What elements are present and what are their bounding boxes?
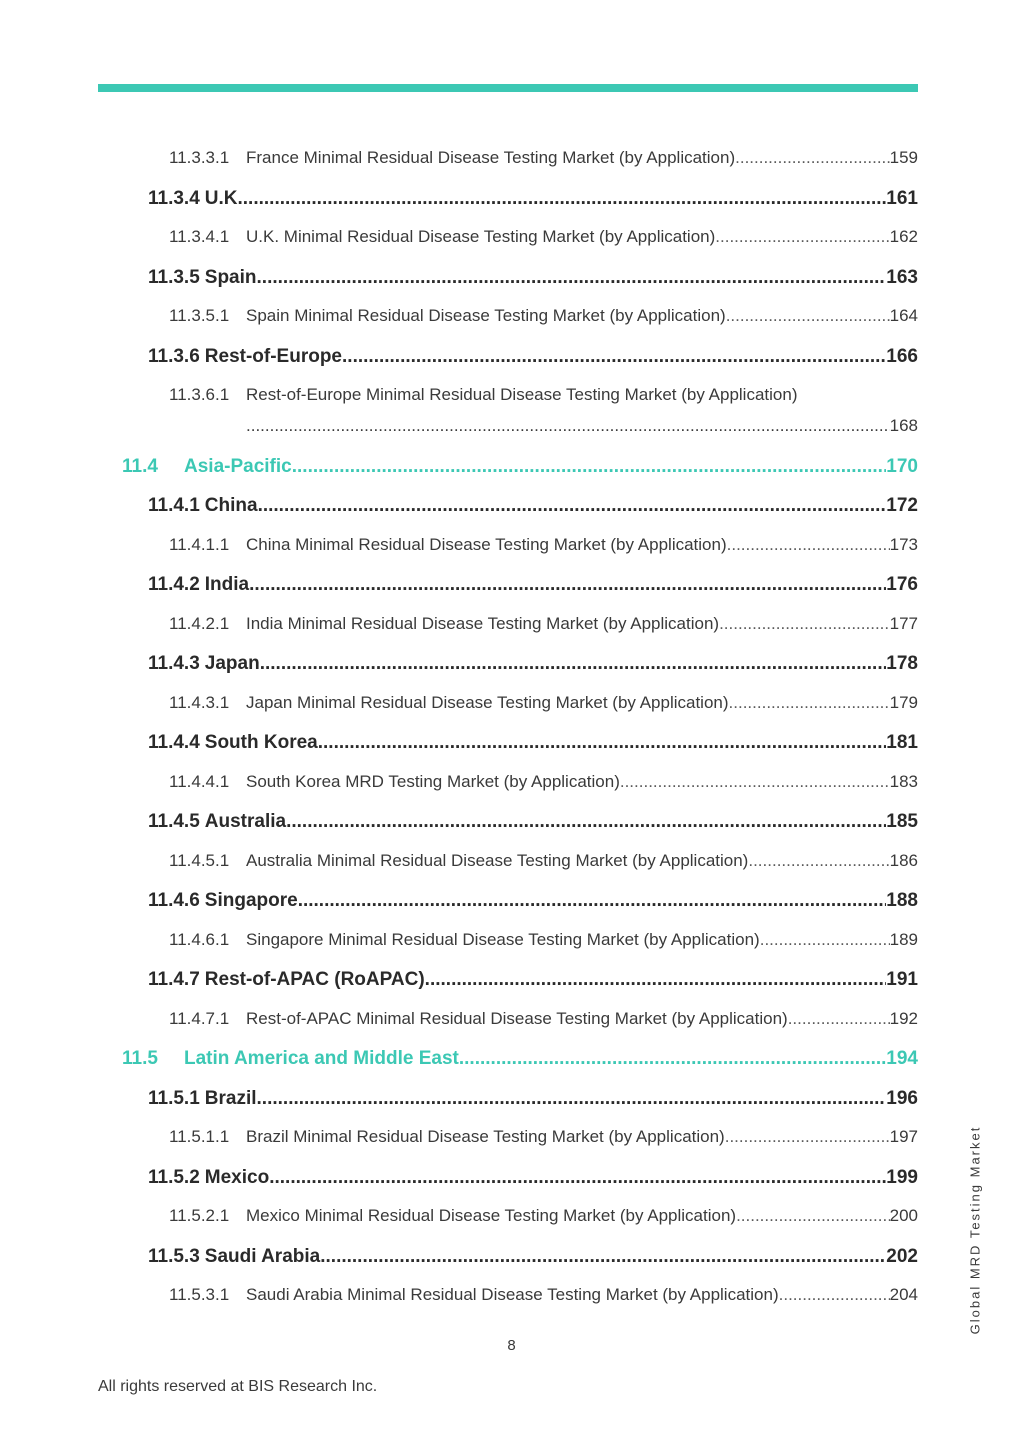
toc-entry-number: 11.5.2.1 bbox=[169, 1206, 230, 1225]
toc-dot-leader bbox=[788, 1009, 890, 1029]
toc-entry-title: South Korea MRD Testing Market (by Application) bbox=[246, 771, 620, 791]
toc-entry-number: 11.5.1.1 bbox=[169, 1127, 230, 1146]
toc-entry-page: 166 bbox=[886, 345, 918, 367]
toc-entry-title: China bbox=[204, 495, 258, 516]
toc-dot-leader bbox=[715, 227, 889, 247]
toc-subsection[interactable] bbox=[148, 495, 918, 517]
toc-entry-page: 196 bbox=[886, 1087, 918, 1109]
toc-entry-number: 11.5.2 bbox=[148, 1166, 200, 1188]
toc-entry[interactable] bbox=[169, 693, 918, 713]
toc-subsection[interactable] bbox=[148, 811, 918, 833]
toc-entry-number: 11.4.3 bbox=[148, 653, 200, 674]
toc-subsection[interactable] bbox=[148, 1088, 918, 1110]
toc-entry-number: 11.4.7 bbox=[148, 969, 200, 990]
toc-entry-page: 197 bbox=[889, 1127, 918, 1146]
toc-subsection[interactable] bbox=[148, 890, 918, 912]
toc-entry[interactable] bbox=[169, 1009, 918, 1029]
toc-entry-number: 11.3.4.1 bbox=[169, 227, 230, 246]
toc-section[interactable] bbox=[122, 456, 918, 478]
toc-dot-leader bbox=[736, 1206, 890, 1226]
toc-entry-title: U.K. Minimal Residual Disease Testing Market (by Application) bbox=[246, 227, 716, 246]
toc-entry-page: 194 bbox=[886, 1048, 918, 1069]
toc-entry-title: Japan bbox=[204, 653, 260, 674]
toc-dot-leader bbox=[249, 574, 886, 596]
toc-entry-title: Rest-of-APAC Minimal Residual Disease Testing Market (by Application) bbox=[246, 1008, 788, 1028]
toc-dot-leader bbox=[318, 732, 887, 754]
toc-entry-number: 11.5.3.1 bbox=[169, 1285, 230, 1304]
toc-subsection[interactable] bbox=[148, 1246, 918, 1268]
toc-entry-title: Rest-of-Europe Minimal Residual Disease Testing Market (by Application) bbox=[246, 385, 798, 404]
toc-entry-title: Japan Minimal Residual Disease Testing Market (by Application) bbox=[246, 692, 729, 712]
header-accent-rule bbox=[98, 84, 918, 92]
toc-entry[interactable] bbox=[169, 851, 918, 871]
toc-dot-leader bbox=[729, 693, 890, 713]
toc-entry-number: 11.4.7.1 bbox=[169, 1008, 230, 1028]
toc-dot-leader bbox=[243, 188, 887, 210]
toc-entry-page: 177 bbox=[889, 613, 918, 633]
toc-dot-leader bbox=[320, 1246, 886, 1268]
toc-entry[interactable] bbox=[169, 385, 918, 405]
toc-entry[interactable] bbox=[169, 1206, 918, 1226]
side-running-title: Global MRD Testing Market bbox=[967, 1125, 983, 1335]
toc-entry-page: 162 bbox=[889, 227, 918, 246]
toc-entry-page: 185 bbox=[886, 811, 918, 832]
toc-dot-leader bbox=[760, 930, 890, 950]
toc-entry-title: Singapore bbox=[204, 890, 298, 911]
toc-entry[interactable] bbox=[169, 306, 918, 326]
toc-entry-title: South Korea bbox=[204, 732, 318, 753]
toc-entry-title: Australia Minimal Residual Disease Testing Market (by Application) bbox=[246, 850, 749, 870]
toc-entry-title: Saudi Arabia bbox=[204, 1245, 321, 1267]
toc-entry-title: Australia bbox=[204, 811, 287, 832]
toc-entry-page: 168 bbox=[889, 416, 918, 435]
toc-entry-title: Brazil Minimal Residual Disease Testing Market (by Application) bbox=[246, 1127, 725, 1146]
toc-entry-number: 11.4.1 bbox=[148, 495, 200, 516]
toc-entry-number: 11.4.1.1 bbox=[169, 534, 230, 554]
toc-entry-number: 11.4.5.1 bbox=[169, 850, 230, 870]
toc-dot-leader bbox=[425, 969, 887, 991]
toc-entry-page: 159 bbox=[889, 148, 918, 167]
toc-entry-page: 192 bbox=[889, 1008, 918, 1028]
toc-entry-number: 11.4.6.1 bbox=[169, 929, 230, 949]
toc-dot-leader bbox=[725, 1127, 890, 1147]
toc-entry-number: 11.3.5 bbox=[148, 266, 200, 288]
toc-entry-number: 11.3.4 bbox=[148, 187, 200, 209]
toc-dot-leader bbox=[258, 495, 887, 517]
toc-entry-title: Spain Minimal Residual Disease Testing Market (by Application) bbox=[246, 306, 726, 325]
toc-subsection[interactable] bbox=[148, 346, 918, 368]
toc-entry-page: 170 bbox=[886, 455, 918, 477]
toc-dot-leader bbox=[459, 1048, 886, 1070]
toc-entry-title: Mexico Minimal Residual Disease Testing Market (by Application) bbox=[246, 1206, 737, 1225]
toc-dot-leader bbox=[286, 811, 886, 833]
toc-dot-leader bbox=[246, 416, 890, 436]
toc-entry-page: 199 bbox=[886, 1166, 918, 1188]
toc-entry-number: 11.3.6 bbox=[148, 345, 200, 367]
toc-entry-title: Brazil bbox=[204, 1087, 257, 1109]
toc-entry-number: 11.4.3.1 bbox=[169, 692, 230, 712]
toc-entry-title: France Minimal Residual Disease Testing Market (by Application) bbox=[246, 148, 736, 167]
toc-entry[interactable] bbox=[169, 148, 918, 168]
toc-dot-leader bbox=[727, 535, 890, 555]
toc-dot-leader bbox=[298, 890, 887, 912]
toc-entry-title: India bbox=[204, 574, 250, 595]
toc-entry-title: Spain bbox=[204, 266, 257, 288]
toc-subsection[interactable] bbox=[148, 574, 918, 596]
toc-dot-leader bbox=[719, 614, 890, 634]
toc-entry[interactable] bbox=[169, 1127, 918, 1147]
toc-entry-number: 11.5.1 bbox=[148, 1087, 200, 1109]
toc-entry-page: 178 bbox=[886, 653, 918, 674]
toc-dot-leader bbox=[257, 1088, 887, 1110]
toc-entry-number: 11.3.5.1 bbox=[169, 306, 230, 325]
toc-entry-title: Saudi Arabia Minimal Residual Disease Testing Market (by Application) bbox=[246, 1285, 779, 1304]
toc-dot-leader bbox=[292, 456, 887, 478]
toc-entry-title: Latin America and Middle East bbox=[184, 1048, 459, 1069]
toc-entry-title: Mexico bbox=[204, 1166, 270, 1188]
toc-entry-page: 183 bbox=[889, 771, 918, 791]
toc-dot-leader bbox=[620, 772, 890, 792]
toc-entry[interactable] bbox=[169, 614, 918, 634]
toc-dot-leader bbox=[260, 653, 887, 675]
toc-subsection[interactable] bbox=[148, 732, 918, 754]
toc-entry-number: 11.4.2.1 bbox=[169, 613, 230, 633]
toc-entry-number: 11.5 bbox=[122, 1048, 158, 1069]
toc-subsection[interactable] bbox=[148, 188, 918, 210]
toc-entry-number: 11.3.6.1 bbox=[169, 385, 230, 404]
toc-dot-leader bbox=[735, 148, 890, 168]
toc-entry-number: 11.4.2 bbox=[148, 574, 200, 595]
toc-entry-page: 204 bbox=[889, 1285, 918, 1304]
toc-entry-page: 200 bbox=[889, 1206, 918, 1225]
toc-entry-number: 11.5.3 bbox=[148, 1245, 200, 1267]
toc-dot-leader bbox=[269, 1167, 886, 1189]
toc-dot-leader bbox=[342, 346, 886, 368]
toc-dot-leader bbox=[726, 306, 890, 326]
toc-subsection[interactable] bbox=[148, 267, 918, 289]
toc-entry-title: India Minimal Residual Disease Testing Market (by Application) bbox=[246, 613, 720, 633]
toc-entry[interactable] bbox=[169, 227, 918, 247]
toc-entry-page: 181 bbox=[886, 732, 918, 753]
toc-entry-page: 186 bbox=[889, 850, 918, 870]
toc-dot-leader bbox=[779, 1285, 890, 1305]
toc-subsection[interactable] bbox=[148, 1167, 918, 1189]
toc-section[interactable] bbox=[122, 1048, 918, 1070]
toc-entry-number: 11.4.5 bbox=[148, 811, 200, 832]
toc-entry-page: 172 bbox=[886, 495, 918, 516]
toc-entry[interactable] bbox=[169, 930, 918, 950]
toc-entry-title: Rest-of-Europe bbox=[204, 345, 343, 367]
toc-entry[interactable] bbox=[169, 535, 918, 555]
toc-entry-page: 191 bbox=[886, 969, 918, 990]
toc-entry-number: 11.4.4 bbox=[148, 732, 200, 753]
toc-entry-title: Rest-of-APAC (RoAPAC) bbox=[204, 969, 425, 990]
toc-entry-number: 11.3.3.1 bbox=[169, 148, 230, 167]
footer-copyright: All rights reserved at BIS Research Inc. bbox=[98, 1378, 378, 1395]
toc-entry-page: 189 bbox=[889, 929, 918, 949]
toc-dot-leader bbox=[257, 267, 887, 289]
toc-entry-title: Singapore Minimal Residual Disease Testing Market (by Application) bbox=[246, 929, 760, 949]
toc-dot-leader bbox=[748, 851, 889, 871]
toc-subsection[interactable] bbox=[148, 653, 918, 675]
toc-entry-title: China Minimal Residual Disease Testing Market (by Application) bbox=[246, 534, 727, 554]
toc-entry[interactable] bbox=[169, 772, 918, 792]
toc-entry-page: 202 bbox=[886, 1245, 918, 1267]
toc-entry-title: U.K. bbox=[204, 187, 243, 209]
toc-entry-title: Asia-Pacific bbox=[184, 455, 292, 477]
toc-entry-page: 163 bbox=[886, 266, 918, 288]
toc-entry-continuation[interactable] bbox=[169, 416, 918, 436]
toc-entry-number: 11.4 bbox=[122, 455, 158, 477]
toc-entry-page: 164 bbox=[889, 306, 918, 325]
toc-entry-page: 188 bbox=[886, 890, 918, 911]
toc-entry-page: 161 bbox=[886, 187, 918, 209]
toc-entry-page: 176 bbox=[886, 574, 918, 595]
toc-subsection[interactable] bbox=[148, 969, 918, 991]
toc-entry-page: 173 bbox=[889, 534, 918, 554]
toc-entry-page: 179 bbox=[889, 692, 918, 712]
toc-entry-number: 11.4.6 bbox=[148, 890, 200, 911]
toc-entry-number: 11.4.4.1 bbox=[169, 771, 230, 791]
page-number: 8 bbox=[507, 1337, 516, 1354]
toc-entry[interactable] bbox=[169, 1285, 918, 1305]
